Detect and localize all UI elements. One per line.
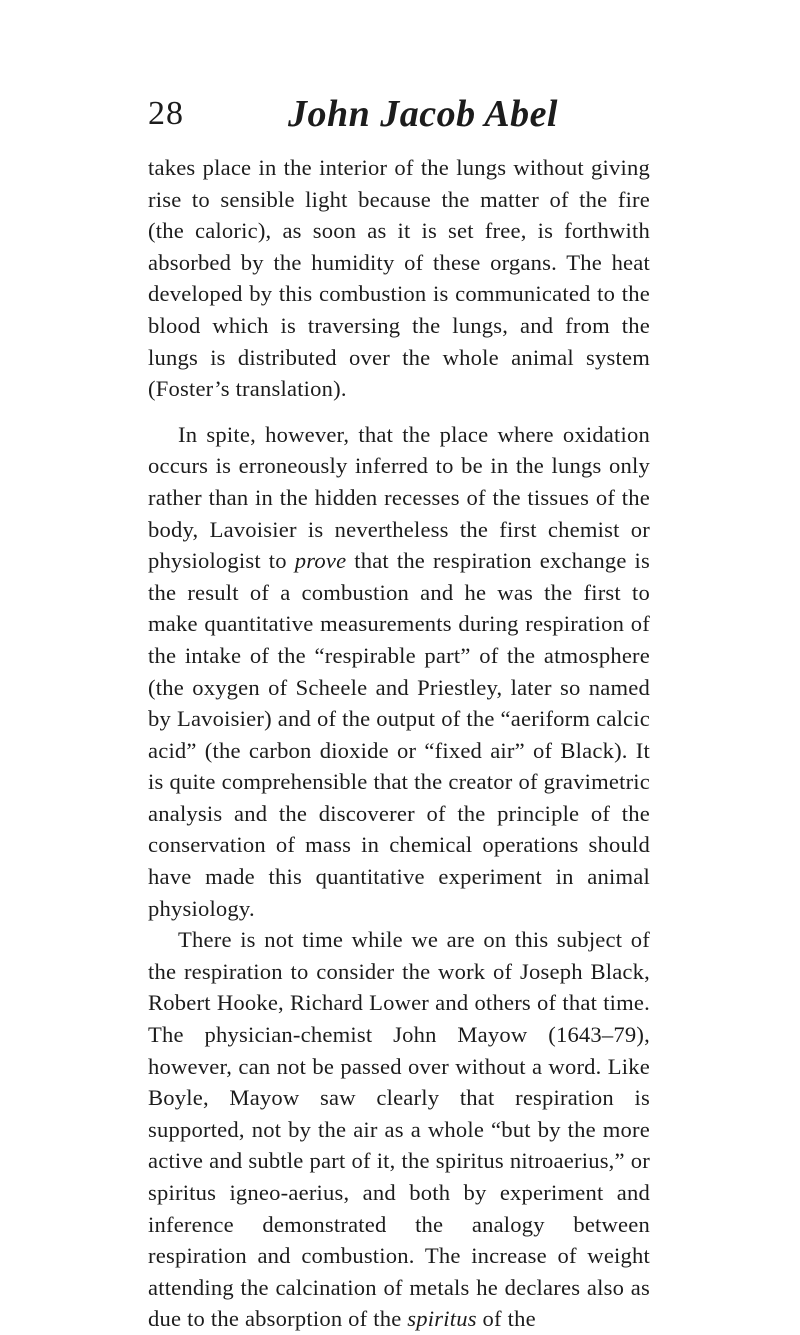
paragraph-lavoisier bbox=[148, 419, 650, 925]
paragraph-text: There is not time while we are on this subject of the respiration to consider the work of Joseph Black, Robert Hooke, Richard Lower and others of that time. The physician-chemist John Mayow (1643–79), however, can not be passed over without a word. Like Boyle, Mayow saw clearly that respiration is supported, not by the air as a whole “but by the more active and subtle part of it, the spiritus nitroaerius,” or spiritus igneo-aerius, and both by experiment and inference demonstrated the analogy between respiration and combustion. The increase of weight attending the calcination of metals he declares also as due to the absorption of the bbox=[148, 927, 650, 1332]
body-text bbox=[148, 152, 650, 1335]
paragraph-text: In spite, however, that the place where oxidation occurs is erroneously inferred to be in the lungs only rather than in the hidden recesses of the tissues of the body, Lavoisier is nevertheless the first chemist or physiologist to bbox=[148, 421, 650, 574]
paragraph-text: that the respiration exchange is the result of a combustion and he was the first to make quantitative measurements during respiration of the intake of the “respirable part” of the atmosphere (the oxygen of Scheele and Priestley, later so named by Lavoisier) and of the output of the “aeriform calcic acid” (the carbon dioxide or “fixed air” of Black). It is quite comprehensible that the creator of gravimetric analysis and the discoverer of the principle of the conservation of mass in chemical operations should have made this quantitative experiment in animal physiology. bbox=[148, 548, 650, 921]
paragraph-mayow bbox=[148, 924, 650, 1335]
emphasis-prove: prove bbox=[294, 548, 347, 574]
emphasis-spiritus: spiritus bbox=[407, 1306, 477, 1332]
paragraph-text: of the bbox=[476, 1306, 536, 1332]
page-number: 28 bbox=[148, 95, 184, 132]
paragraph-continuation: takes place in the interior of the lungs without giving rise to sensible light because the matter of the fire (the caloric), as soon as it is set free, is forthwith absorbed by the humidity of these organs. The heat developed by this combustion is communicated to the blood which is traversing the lungs, and from the lungs is distributed over the whole animal system (Foster’s translation). bbox=[148, 155, 650, 402]
page-header bbox=[0, 92, 800, 142]
running-head: John Jacob Abel bbox=[288, 93, 558, 135]
